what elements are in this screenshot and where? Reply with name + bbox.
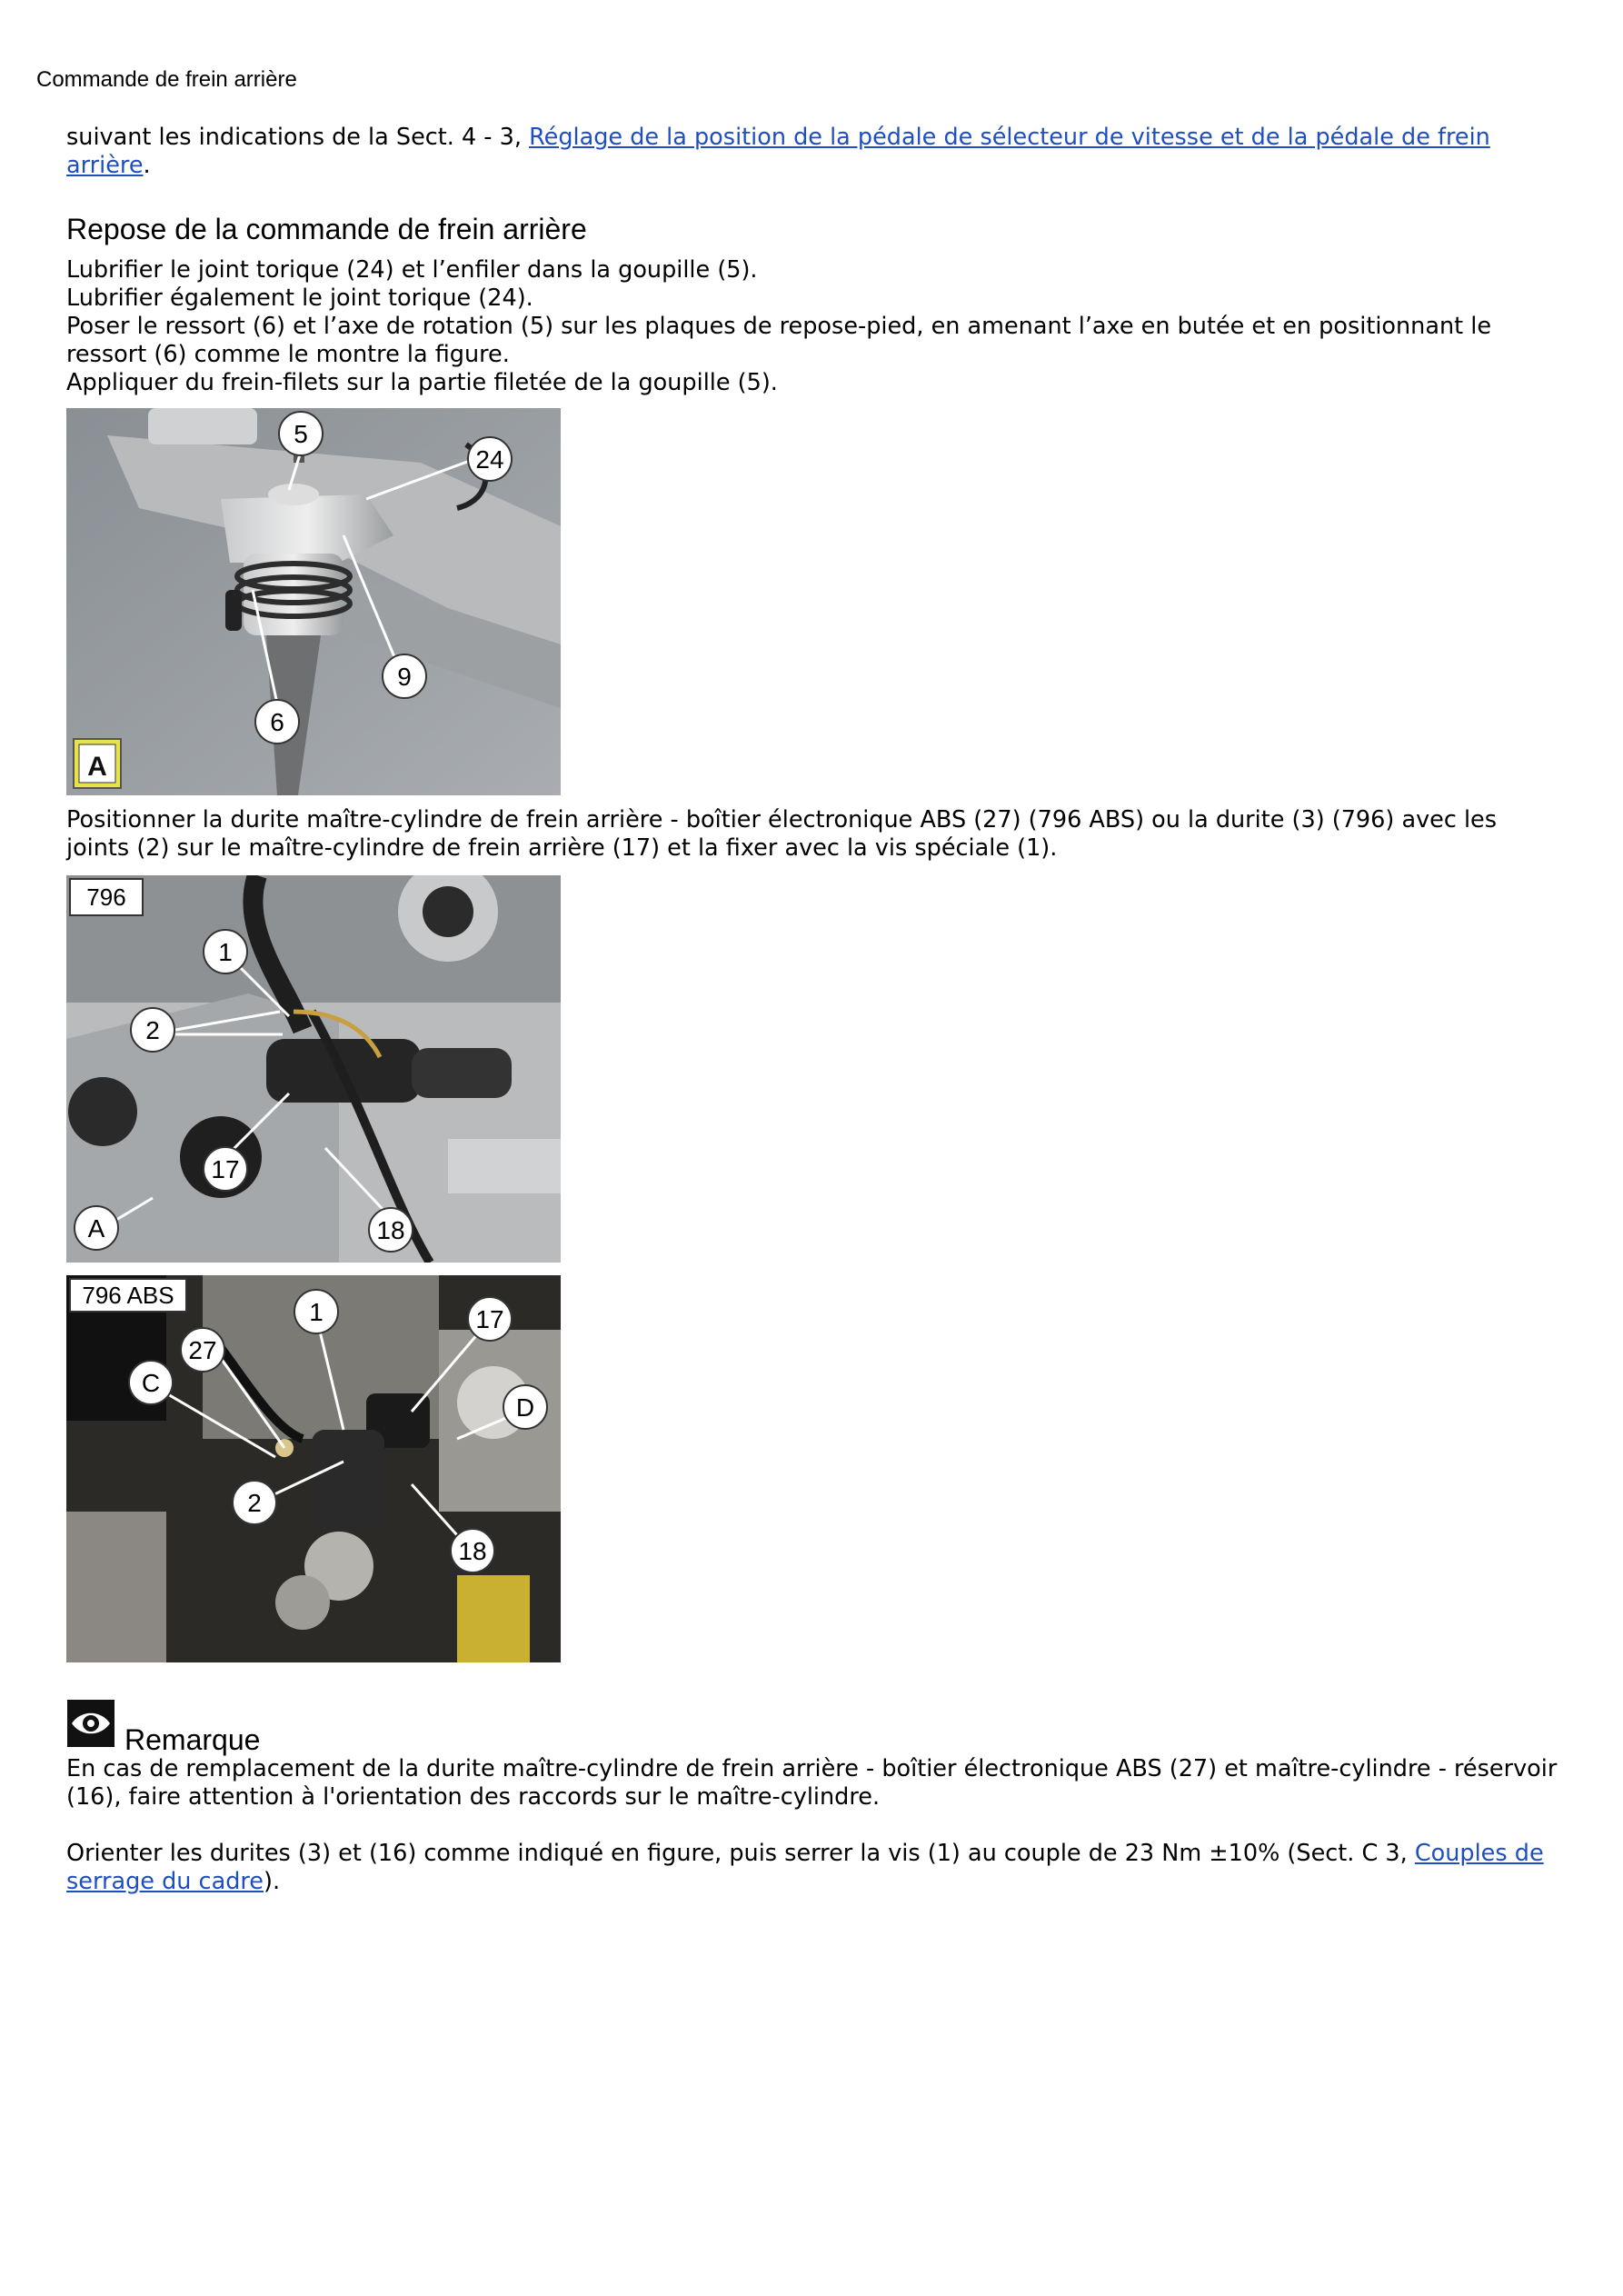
callout-18: 18: [376, 1216, 405, 1244]
callout-24: 24: [475, 445, 504, 474]
figure3-callouts: [66, 1275, 561, 1662]
intro-paragraph: suivant les indications de la Sect. 4 - 3, Réglage de la position de la pédale de sélecteur de vitesse et de la pédale de frein arrière.: [66, 124, 1490, 179]
callout-2: 2: [145, 1016, 160, 1044]
callout-1: 1: [218, 938, 233, 966]
figure-pivot-assembly: [66, 408, 561, 795]
figure-master-cylinder-796-abs: [66, 1275, 561, 1662]
document-body: [66, 124, 1566, 1896]
step-3: Poser le ressort (6) et l’axe de rotation (5) sur les plaques de repose-pied, en amenant l’axe en butée et en positionnant le ressort (6) comme le montre la figure.: [66, 313, 1492, 368]
step-4: Appliquer du frein-filets sur la partie filetée de la goupille (5).: [66, 369, 778, 396]
eye-icon: [66, 1699, 115, 1755]
note-paragraph: Orienter les durites (3) et (16) comme indiqué en figure, puis serrer la vis (1) au couple de 23 Nm ±10% (Sect. C 3, Couples de serrage du cadre).: [66, 1840, 1544, 1895]
figure1-callouts: [66, 408, 561, 795]
callout-27: 27: [188, 1336, 217, 1364]
torque-reference-link[interactable]: Couples de serrage du cadre: [66, 1840, 1544, 1895]
note-title: Remarque: [124, 1723, 261, 1756]
callout-2: 2: [247, 1489, 262, 1517]
callout-C: C: [141, 1369, 161, 1397]
tool-badge-icon: [74, 739, 121, 788]
section-heading: Repose de la commande de frein arrière: [66, 213, 587, 245]
figure3-tag: 796 ABS: [82, 1282, 174, 1309]
callout-17: 17: [475, 1305, 504, 1333]
callout-A: A: [87, 1214, 105, 1243]
callout-18: 18: [458, 1537, 487, 1565]
callout-17: 17: [211, 1155, 240, 1183]
note-text: En cas de remplacement de la durite maître-cylindre de frein arrière - boîtier électronique ABS (27) et maître-cylindre - réservoir (16), faire attention à l'orientation des raccords sur le maître-cylindre.: [66, 1755, 1558, 1811]
svg-text:A: A: [87, 752, 107, 782]
paragraph-positioning: Positionner la durite maître-cylindre de frein arrière - boîtier électronique ABS (27) (796 ABS) ou la durite (3) (796) avec les joints (2) sur le maître-cylindre de frein arrière (17) et la fixer avec la vis spéciale (1).: [66, 806, 1498, 862]
figure-master-cylinder-796: [66, 875, 561, 1263]
note-header: [66, 1699, 1566, 1755]
callout-1: 1: [309, 1298, 324, 1326]
intro-reference-link[interactable]: Réglage de la position de la pédale de sélecteur de vitesse et de la pédale de frein arrière: [66, 124, 1490, 179]
callout-D: D: [515, 1393, 535, 1422]
figure2-tag: 796: [86, 883, 126, 911]
step-1: Lubrifier le joint torique (24) et l’enfiler dans la goupille (5).: [66, 256, 758, 284]
callout-6: 6: [270, 708, 284, 736]
callout-5: 5: [294, 420, 308, 448]
page-header-title: Commande de frein arrière: [36, 67, 297, 92]
section-steps: [66, 256, 1566, 397]
figure2-callouts: [66, 875, 561, 1263]
callout-9: 9: [397, 663, 412, 691]
step-2: Lubrifier également le joint torique (24).: [66, 285, 533, 312]
